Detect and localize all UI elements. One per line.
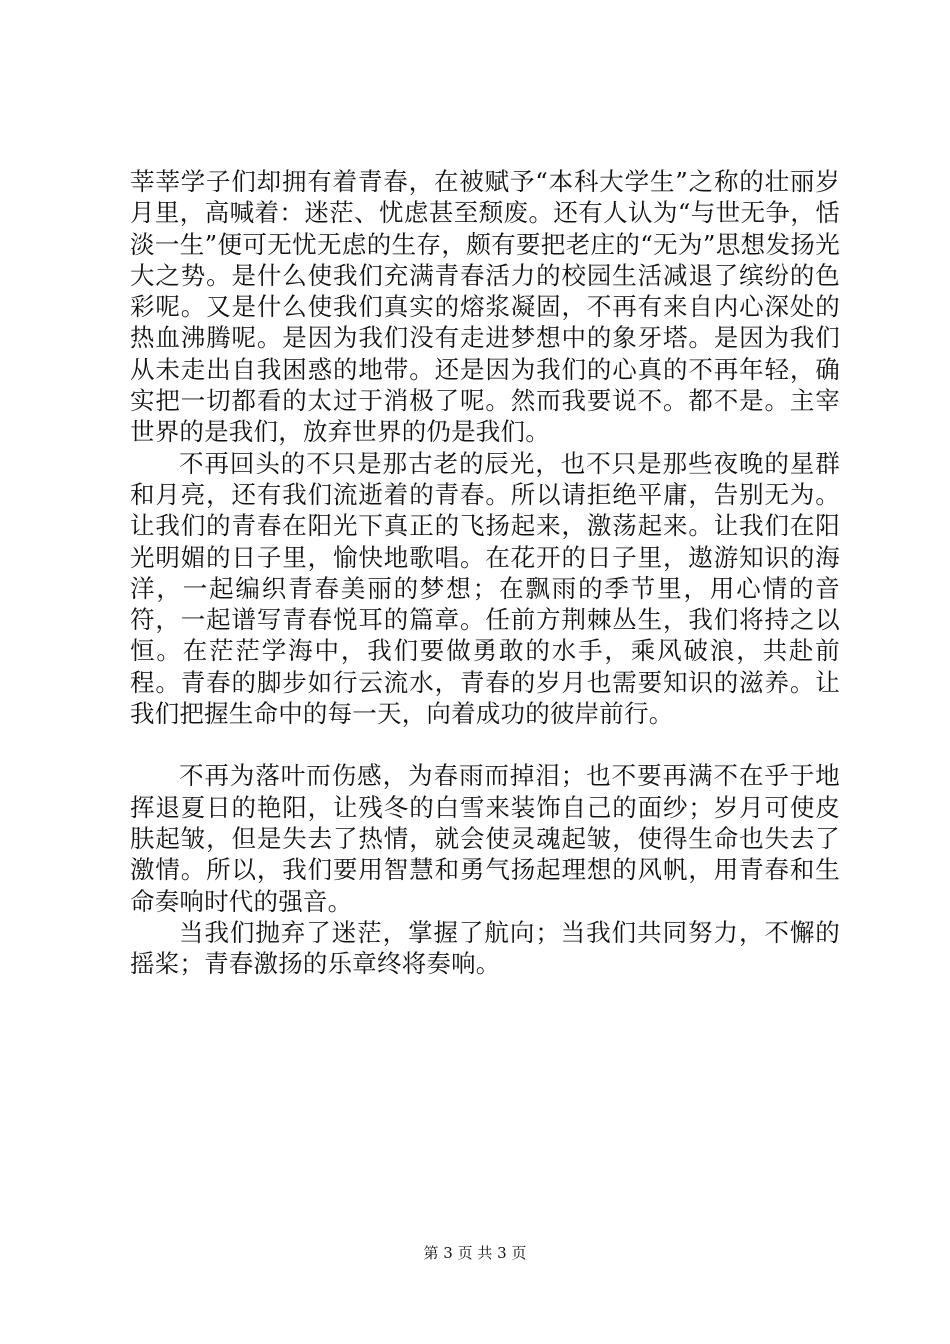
paragraph-4: 当我们抛弃了迷茫，掌握了航向；当我们共同努力，不懈的摇桨；青春激扬的乐章终将奏响。 — [130, 917, 840, 979]
paragraph-2: 不再回头的不只是那古老的辰光，也不只是那些夜晚的星群和月亮，还有我们流逝着的青春。所以请拒绝平庸，告别无为。让我们的青春在阳光下真正的飞扬起来，激荡起来。让我们在阳光明媚的日子里，愉快地歌唱。在花开的日子里，遨游知识的海洋，一起编织青春美丽的梦想；在飘雨的季节里，用心情的音符，一起谱写青春悦耳的篇章。任前方荆棘丛生，我们将持之以恒。在茫茫学海中，我们要做勇敢的水手，乘风破浪，共赴前程。青春的脚步如行云流水，青春的岁月也需要知识的滋养。让我们把握生命中的每一天，向着成功的彼岸前行。 — [130, 448, 840, 729]
paragraph-1: 莘莘学子们却拥有着青春，在被赋予“本科大学生”之称的壮丽岁月里，高喊着：迷茫、忧虑甚至颓废。还有人认为“与世无争，恬淡一生”便可无忧无虑的生存，颇有要把老庄的“无为”思想发扬光大之势。是什么使我们充满青春活力的校园生活减退了缤纷的色彩呢。又是什么使我们真实的熔浆凝固，不再有来自内心深处的热血沸腾呢。是因为我们没有走进梦想中的象牙塔。是因为我们从未走出自我困惑的地带。还是因为我们的心真的不再年轻，确实把一切都看的太过于消极了呢。然而我要说不。都不是。主宰世界的是我们，放弃世界的仍是我们。 — [130, 167, 840, 447]
page-footer: 第 3 页 共 3 页 — [423, 1244, 527, 1262]
paragraph-3: 不再为落叶而伤感，为春雨而掉泪；也不要再满不在乎于地挥退夏日的艳阳，让残冬的白雪来装饰自己的面纱；岁月可使皮肤起皱，但是失去了热情，就会使灵魂起皱，使得生命也失去了激情。所以，我们要用智慧和勇气扬起理想的风帆，用青春和生命奏响时代的强音。 — [130, 761, 840, 916]
document-body — [130, 166, 840, 979]
